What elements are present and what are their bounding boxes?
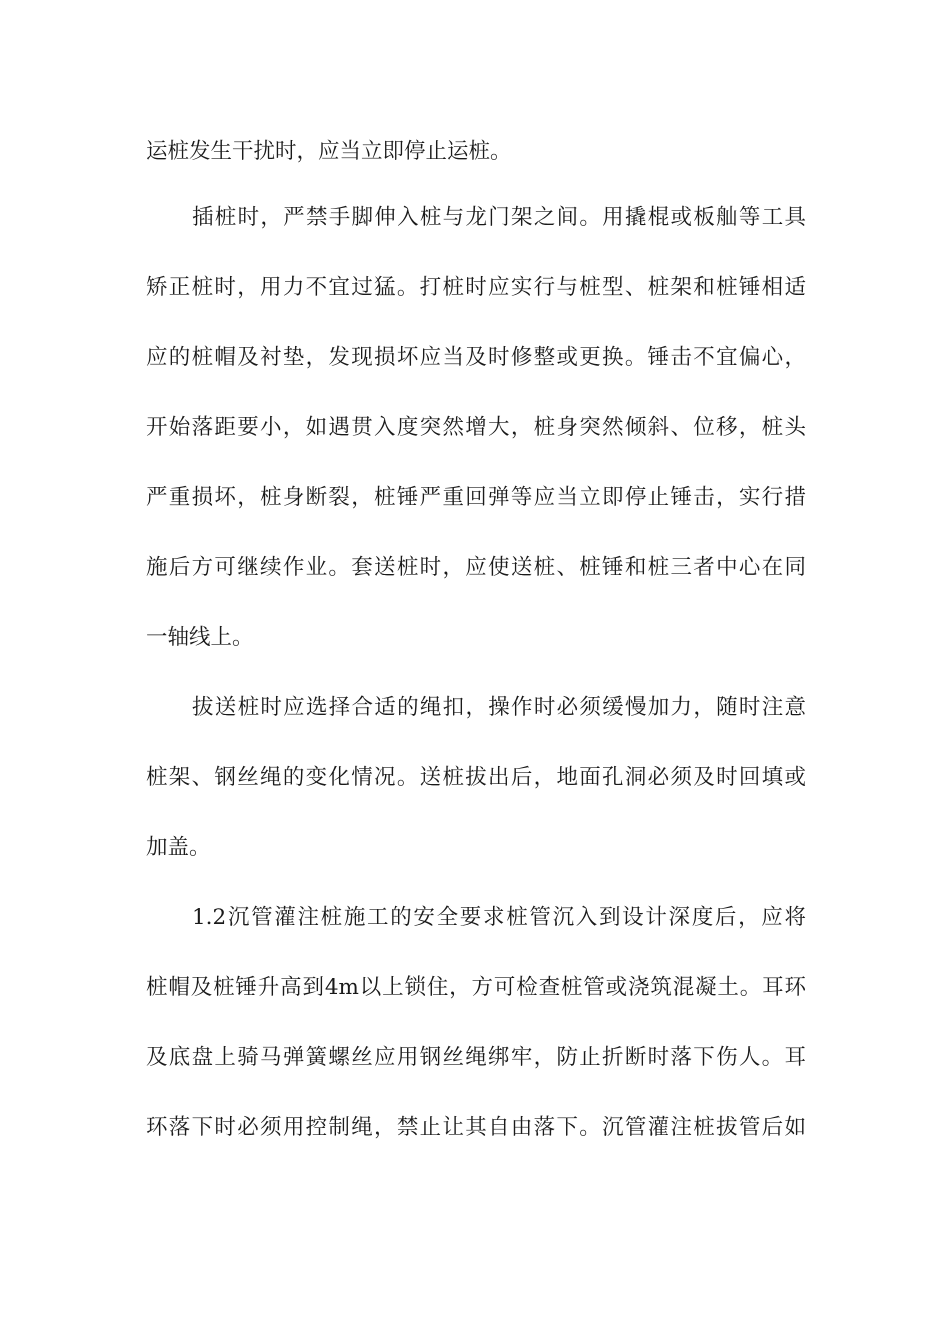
paragraph-first-line: 插桩时，严禁手脚伸入桩与龙门架之间。用撬棍或板舢等工具 <box>192 205 806 230</box>
text-line: 运桩发生干扰时，应当立即停止运桩。 <box>146 139 512 164</box>
paragraph-first-line: 拔送桩时应选择合适的绳扣，操作时必须缓慢加力，随时注意 <box>192 695 806 720</box>
text-line: 桩帽及桩锤升高到4m以上锁住，方可检查桩管或浇筑混凝土。耳环 <box>146 975 806 1000</box>
text-line: 环落下时必须用控制绳，禁止让其自由落下。沉管灌注桩拔管后如 <box>146 1115 806 1140</box>
text-line: 加盖。 <box>146 835 211 860</box>
paragraph-first-line: 1.2沉管灌注桩施工的安全要求桩管沉入到设计深度后，应将 <box>192 905 806 930</box>
text-line: 开始落距要小，如遇贯入度突然增大，桩身突然倾斜、位移，桩头 <box>146 415 806 440</box>
text-line: 桩架、钢丝绳的变化情况。送桩拔出后，地面孔洞必须及时回填或 <box>146 765 806 790</box>
text-line: 严重损坏，桩身断裂，桩锤严重回弹等应当立即停止锤击，实行措 <box>146 485 806 510</box>
text-line: 及底盘上骑马弹簧螺丝应用钢丝绳绑牢，防止折断时落下伤人。耳 <box>146 1045 806 1070</box>
text-line: 应的桩帽及衬垫，发现损坏应当及时修整或更换。锤击不宜偏心， <box>146 345 806 370</box>
text-line: 施后方可继续作业。套送桩时，应使送桩、桩锤和桩三者中心在同 <box>146 555 806 580</box>
text-line: 一轴线上。 <box>146 625 254 650</box>
text-line: 矫正桩时，用力不宜过猛。打桩时应实行与桩型、桩架和桩锤相适 <box>146 275 806 300</box>
